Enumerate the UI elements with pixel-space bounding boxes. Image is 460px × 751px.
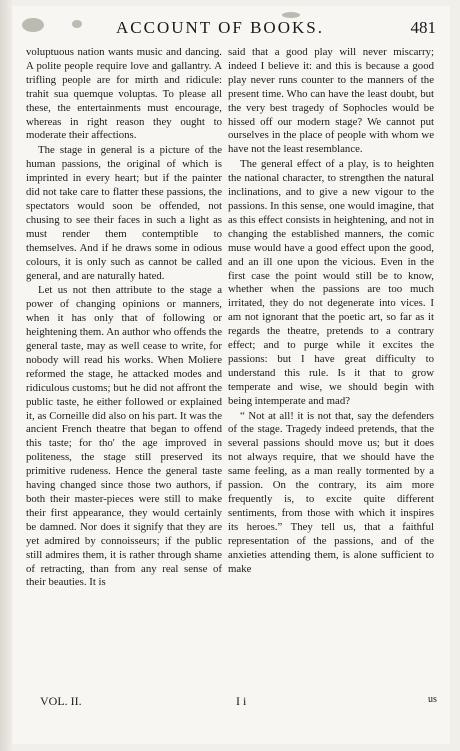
paragraph: said that a good play will never miscarry; indeed I believe it: and this is because a good play never runs counter to the manners of the present time. Who can have the least doubt, but the very best tragedy of Sophocles would be hissed off our modern stage? We cannot put ourselves in the place of people with whom we have not the least resemblance. (228, 46, 434, 156)
paragraph: The stage in general is a picture of the human passions, the original of which is imprinted in every heart; but if the painter did not take care to flatter these passions, the spectators would soon be offended, not chusing to see their faces in such a light as must render them contemptible to themselves. And if he draws some in odious colours, it is only such as cannot be called general, and are naturally hated. (26, 144, 222, 282)
running-header (12, 14, 450, 44)
left-column (26, 46, 222, 686)
paragraph: “ Not at all! it is not that, say the defenders of the stage. Tragedy indeed pretends, that the several passions should move us; but it does not always require, that we should have the same feeling, as a man really tormented by a passion. On the contrary, its aim more frequently is, to excite quite different sentiments, from those with which it inspires its heroes.” They tell us, that a faithful representation of the passions, and of the anxieties attending them, is alone sufficient to make (228, 409, 434, 575)
right-column (228, 46, 434, 686)
paragraph: Let us not then attribute to the stage a power of changing opinions or manners, when it has only that of following or heightening them. An author who offends the general taste, may as well cease to write, for nobody will read his works. When Moliere reformed the stage, he attacked modes and ridiculous customs; but he did not affront the public taste, he either followed or explained it, as Corneille did also on his part. It was the ancient French theatre that began to offend this taste; for tho' the age improved in politeness, the stage still preserved its primitive rudeness. Hence the general taste having changed since those two authors, if both their master-pieces were still to make their first appearance, they would certainly be damned. Nor does it signify that they are yet admired by connoisseurs; if the public still admires them, it is rather through shame of retracting, than from any real sense of their beauties. It is (26, 284, 222, 589)
page-gutter-shadow (0, 0, 12, 751)
running-title: ACCOUNT OF BOOKS. (116, 18, 324, 37)
signature-mark: I i (236, 694, 247, 708)
paragraph: voluptuous nation wants music and dancing. A polite people require love and gallantry. A trifling people are for mirth and ridicule: trahit sua quemque voluptas. To please all these, the entertainments must encourage, whereas in right reason they ought to moderate their affections. (26, 46, 222, 142)
page-number: 481 (410, 18, 436, 37)
ink-smudge (22, 18, 44, 32)
paragraph: The general effect of a play, is to heighten the national character, to strengthen the natural inclinations, and to give a new vigour to the passions. In this sense, one would imagine, that as this effect consists in heightening, and not in changing the established manners, the comic muse would have a good effect upon the good, and an ill one upon the vicious. Even in the first case the point would still be to know, whether when the passions are too much irritated, they do not degenerate into vices. I am not ignorant that the poetic art, so far as it regards the theatre, pretends to a contrary effect; and to purge while it excites the passions: but I have great difficulty to understand this rule. Is it that to grow temperate and wise, we should begin with being intemperate and mad? (228, 158, 434, 407)
book-page (12, 6, 450, 744)
volume-label: VOL. II. (40, 694, 82, 708)
ink-smudge (72, 20, 82, 28)
page-footer (12, 694, 450, 714)
catchword: us (428, 694, 437, 705)
